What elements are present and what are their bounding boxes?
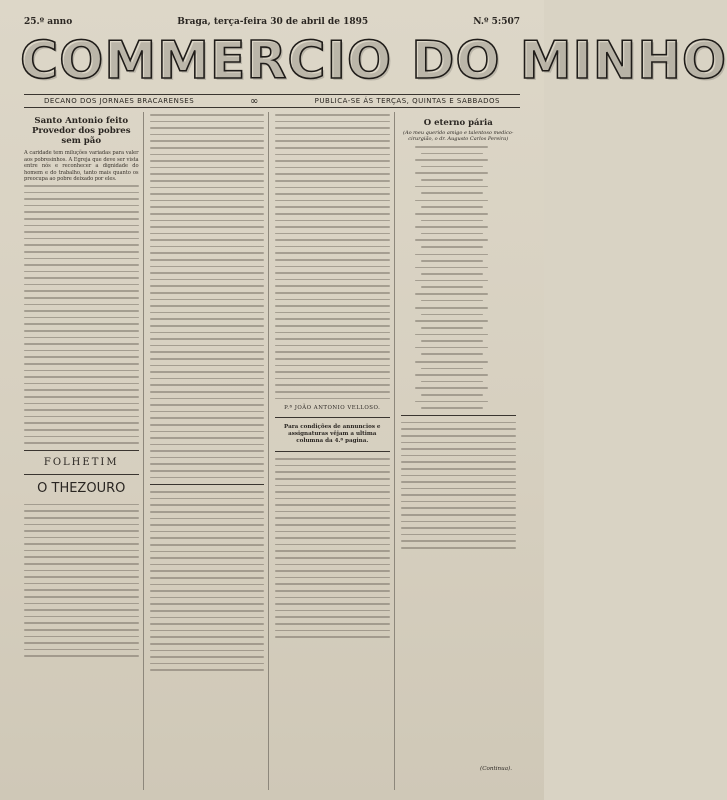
header-topline <box>24 14 520 30</box>
poem-dedication: (Ao meu querido amigo e talentoso medico-cirurgião, o dr. Augusto Carlos Pereira) <box>403 130 514 142</box>
column-3 <box>275 112 395 790</box>
issue-number: N.º 5:507 <box>473 17 520 27</box>
ornament-icon: ∞ <box>249 95 259 107</box>
dateline: Braga, terça-feira 30 de abril de 1895 <box>177 17 369 27</box>
section-divider <box>24 450 139 451</box>
article-headline: Santo Antonio feito Provedor dos pobres sem pão <box>31 116 131 146</box>
poem-stanza <box>415 146 517 194</box>
left-tagline: DECANO DOS JORNAES BRACARENSES <box>44 97 195 105</box>
article-signature: P.ª JOÃO ANTONIO VELLOSO. <box>284 405 381 412</box>
section-divider <box>150 484 265 485</box>
column-2 <box>150 112 270 790</box>
advertising-notice: Para condições de annuncios e assignaturas vêjam a ultima columna da 4.ª pagina. <box>284 424 381 445</box>
section-divider <box>275 451 390 452</box>
poem-stanza <box>415 200 517 248</box>
article-body-lines <box>275 114 390 399</box>
poem-stanza <box>415 361 517 409</box>
article-lead: A caridade tem miluções variadas para valer aos pobresinhos. A Egreja que deve ser vista entre nós e reconhecer a dignidade do homem e do trabalho, tanto mais quanto os preocupa ao pobre deixado por eles. <box>24 150 139 183</box>
right-tagline: PUBLICA-SE ÁS TERÇAS, QUINTAS E SABBADOS <box>314 97 500 105</box>
serial-body-lines <box>275 458 390 638</box>
poem-stanza <box>415 307 517 355</box>
continua-label: (Continua). <box>480 766 512 772</box>
article-body-lines <box>150 114 265 478</box>
serial-body-lines <box>401 422 517 549</box>
serial-body-lines <box>24 504 139 657</box>
column-1 <box>24 112 144 790</box>
article-body-lines <box>24 185 139 444</box>
column-4 <box>401 112 521 790</box>
poem-stanza <box>415 254 517 302</box>
folhetim-label: FOLHETIM <box>43 456 119 468</box>
subhead-bar <box>24 94 520 108</box>
newspaper-title: COMMERCIO DO MINHO <box>20 31 727 91</box>
poem-title: O eterno pária <box>423 118 493 128</box>
serial-body-lines <box>150 491 265 671</box>
serial-title: O THEZOURO <box>37 480 126 496</box>
section-divider <box>24 474 139 475</box>
section-divider <box>275 417 390 418</box>
section-divider <box>401 415 517 416</box>
year-label: 25.º anno <box>24 17 73 27</box>
columns <box>24 112 520 790</box>
